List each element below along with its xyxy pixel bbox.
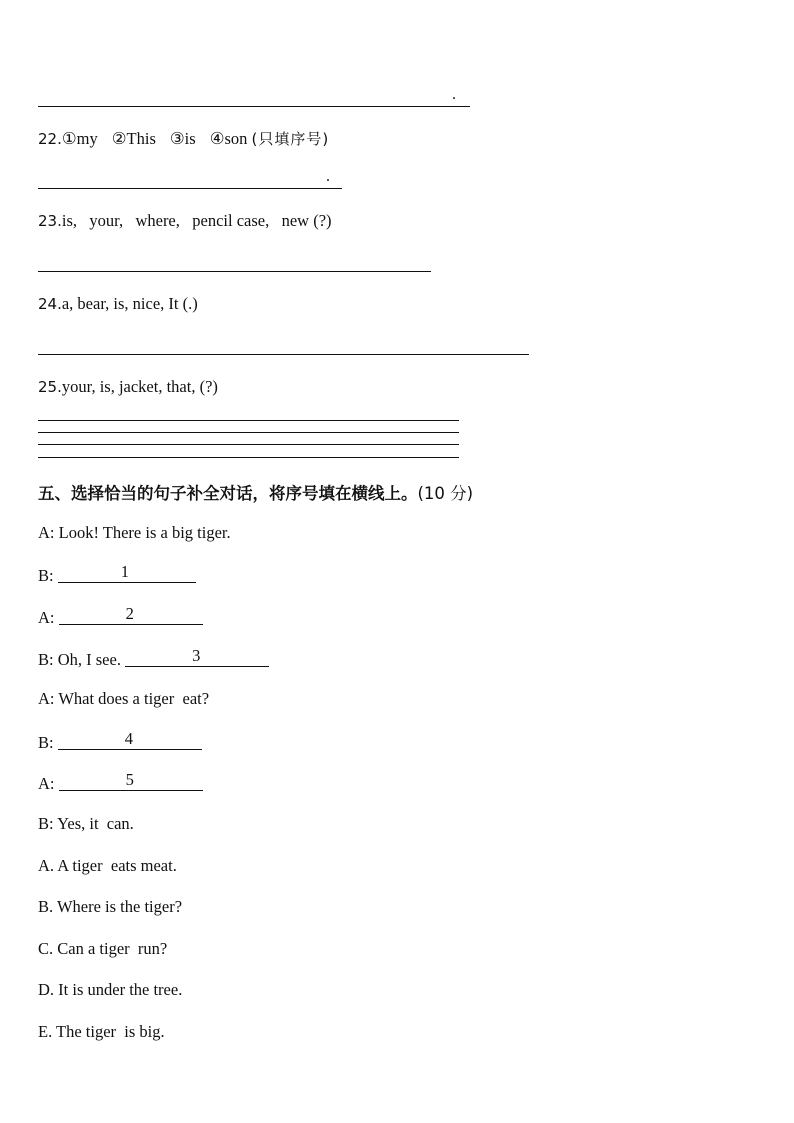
word-item: ④son	[209, 129, 248, 148]
dialogue-text: Oh, I see.	[57, 650, 121, 669]
question-number: 24.	[38, 295, 62, 313]
word-item: ②This	[111, 129, 156, 148]
answer-period-22: .	[326, 168, 330, 185]
answer-line-21[interactable]	[38, 106, 470, 107]
dialogue-text: Yes, it can.	[57, 814, 134, 833]
answer-line-23[interactable]	[38, 271, 431, 272]
section-score: (10 分)	[417, 484, 474, 503]
scrambled-words: is, your, where, pencil case, new (?)	[61, 211, 332, 230]
option-e: E. The tiger is big.	[38, 1022, 165, 1041]
blank-number: 1	[120, 562, 129, 581]
question-24	[38, 294, 198, 314]
blank-number: 3	[192, 646, 201, 665]
speaker: B:	[38, 814, 54, 833]
dialogue-text: What does a tiger eat?	[58, 689, 210, 708]
speaker: A:	[38, 608, 55, 627]
scrambled-words: your, is, jacket, that, (?)	[61, 377, 218, 396]
answer-blank-2[interactable]	[59, 606, 203, 625]
option-c: C. Can a tiger run?	[38, 939, 168, 958]
answer-blank-5[interactable]	[59, 772, 203, 791]
answer-blank-4[interactable]	[58, 731, 202, 750]
option-b: B. Where is the tiger?	[38, 897, 183, 916]
option-d: D. It is under the tree.	[38, 980, 183, 999]
speaker: B:	[38, 650, 54, 669]
dialogue-line	[38, 689, 209, 709]
word-item: ③is	[169, 129, 196, 148]
instruction-note: (只填序号)	[251, 130, 330, 148]
dialogue-text: Look! There is a big tiger.	[58, 523, 231, 542]
question-number: 22.	[38, 130, 62, 148]
answer-blank-1[interactable]	[58, 564, 196, 583]
question-23	[38, 211, 332, 231]
speaker: A:	[38, 689, 55, 708]
writing-line[interactable]	[38, 432, 459, 433]
dialogue-line	[38, 523, 231, 543]
blank-number: 5	[125, 770, 134, 789]
question-number: 23.	[38, 212, 62, 230]
section-title	[38, 480, 473, 504]
dialogue-line	[38, 814, 134, 834]
speaker: B:	[38, 733, 54, 752]
question-number: 25.	[38, 378, 62, 396]
answer-period-21: .	[452, 86, 456, 103]
speaker: A:	[38, 523, 55, 542]
speaker: A:	[38, 774, 55, 793]
answer-blank-3[interactable]	[125, 648, 269, 667]
writing-line[interactable]	[38, 444, 459, 445]
writing-line[interactable]	[38, 457, 459, 458]
writing-line[interactable]	[38, 420, 459, 421]
dialogue-line	[38, 731, 202, 753]
answer-line-22[interactable]	[38, 188, 342, 189]
option-a: A. A tiger eats meat.	[38, 856, 177, 875]
blank-number: 4	[124, 729, 133, 748]
question-22	[38, 128, 329, 149]
dialogue-line	[38, 772, 203, 794]
answer-line-24[interactable]	[38, 354, 529, 355]
dialogue-line	[38, 564, 196, 586]
dialogue-line	[38, 648, 269, 670]
section-heading: 五、选择恰当的句子补全对话，将序号填在横线上。	[38, 484, 418, 503]
question-25	[38, 377, 218, 397]
blank-number: 2	[125, 604, 134, 623]
dialogue-line	[38, 606, 203, 628]
scrambled-words: a, bear, is, nice, It (.)	[61, 294, 198, 313]
speaker: B:	[38, 566, 54, 585]
word-item: ①my	[61, 129, 98, 148]
